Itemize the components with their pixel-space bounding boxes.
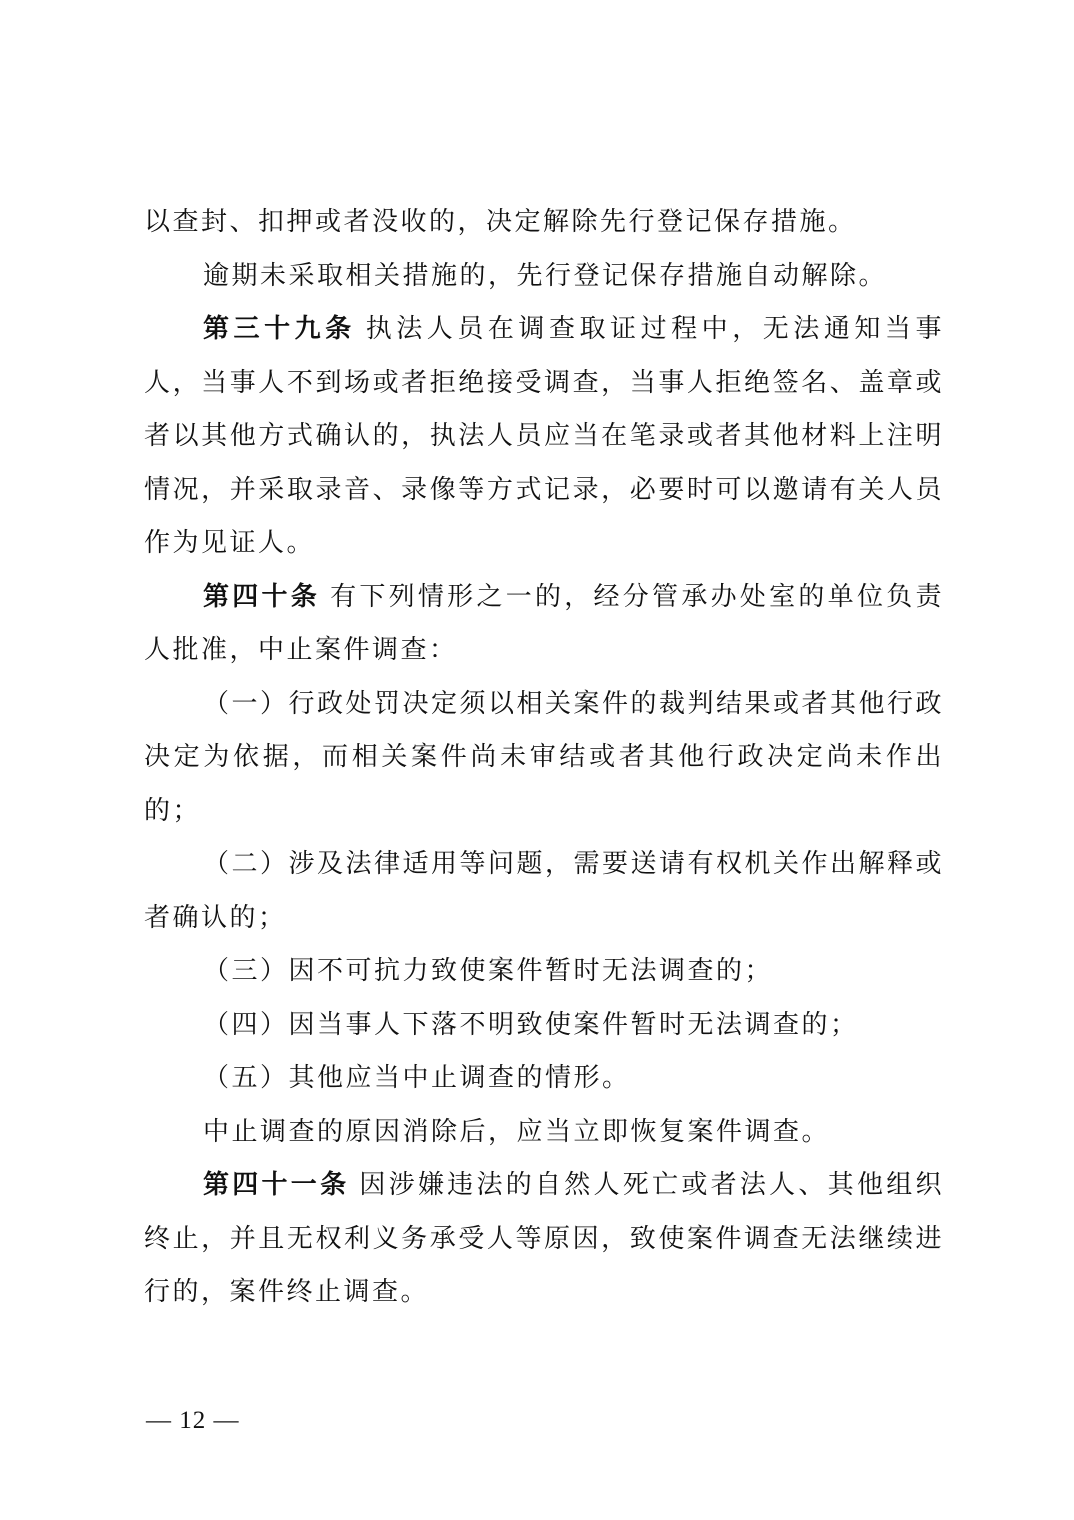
list-item-1 [144, 678, 944, 839]
paragraph-text: 执法人员在调查取证过程中，无法通知当事人，当事人不到场或者拒绝接受调查，当事人拒绝签名、盖章或者以其他方式确认的，执法人员应当在笔录或者其他材料上注明情况，并采取录音、录像等方式记录，必要时可以邀请有关人员作为见证人。 [144, 314, 944, 558]
paragraph-1 [144, 196, 944, 250]
paragraph-text: 中止调查的原因消除后，应当立即恢复案件调查。 [203, 1116, 831, 1147]
article-number: 第四十一条 [203, 1170, 350, 1200]
article-number: 第四十条 [203, 581, 321, 612]
article-39 [144, 303, 944, 571]
paragraph-text: （五）其他应当中止调查的情形。 [203, 1063, 631, 1093]
paragraph-text: （二）涉及法律适用等问题，需要送请有权机关作出解释或者确认的； [144, 849, 945, 933]
paragraph-resume [144, 1106, 944, 1160]
paragraph-text: （三）因不可抗力致使案件暂时无法调查的； [203, 956, 774, 986]
paragraph-2 [144, 250, 944, 304]
paragraph-text: （四）因当事人下落不明致使案件暂时无法调查的； [203, 1009, 859, 1040]
paragraph-text: 因涉嫌违法的自然人死亡或者法人、其他组织终止，并且无权利义务承受人等原因，致使案件调查无法继续进行的，案件终止调查。 [144, 1170, 944, 1307]
document-body [144, 196, 944, 1320]
paragraph-text: 有下列情形之一的，经分管承办处室的单位负责人批准，中止案件调查： [144, 581, 944, 665]
list-item-5 [144, 1052, 944, 1106]
list-item-4 [144, 999, 944, 1053]
page-number: — 12 — [146, 1407, 240, 1434]
article-40 [144, 571, 944, 678]
paragraph-text: （一）行政处罚决定须以相关案件的裁判结果或者其他行政决定为依据，而相关案件尚未审结或者其他行政决定尚未作出的； [144, 688, 945, 826]
paragraph-text: 以查封、扣押或者没收的，决定解除先行登记保存措施。 [144, 207, 857, 237]
list-item-3 [144, 945, 944, 999]
article-41 [144, 1159, 944, 1320]
article-number: 第三十九条 [203, 314, 356, 344]
paragraph-text: 逾期未采取相关措施的，先行登记保存措施自动解除。 [203, 260, 888, 291]
list-item-2 [144, 838, 944, 945]
